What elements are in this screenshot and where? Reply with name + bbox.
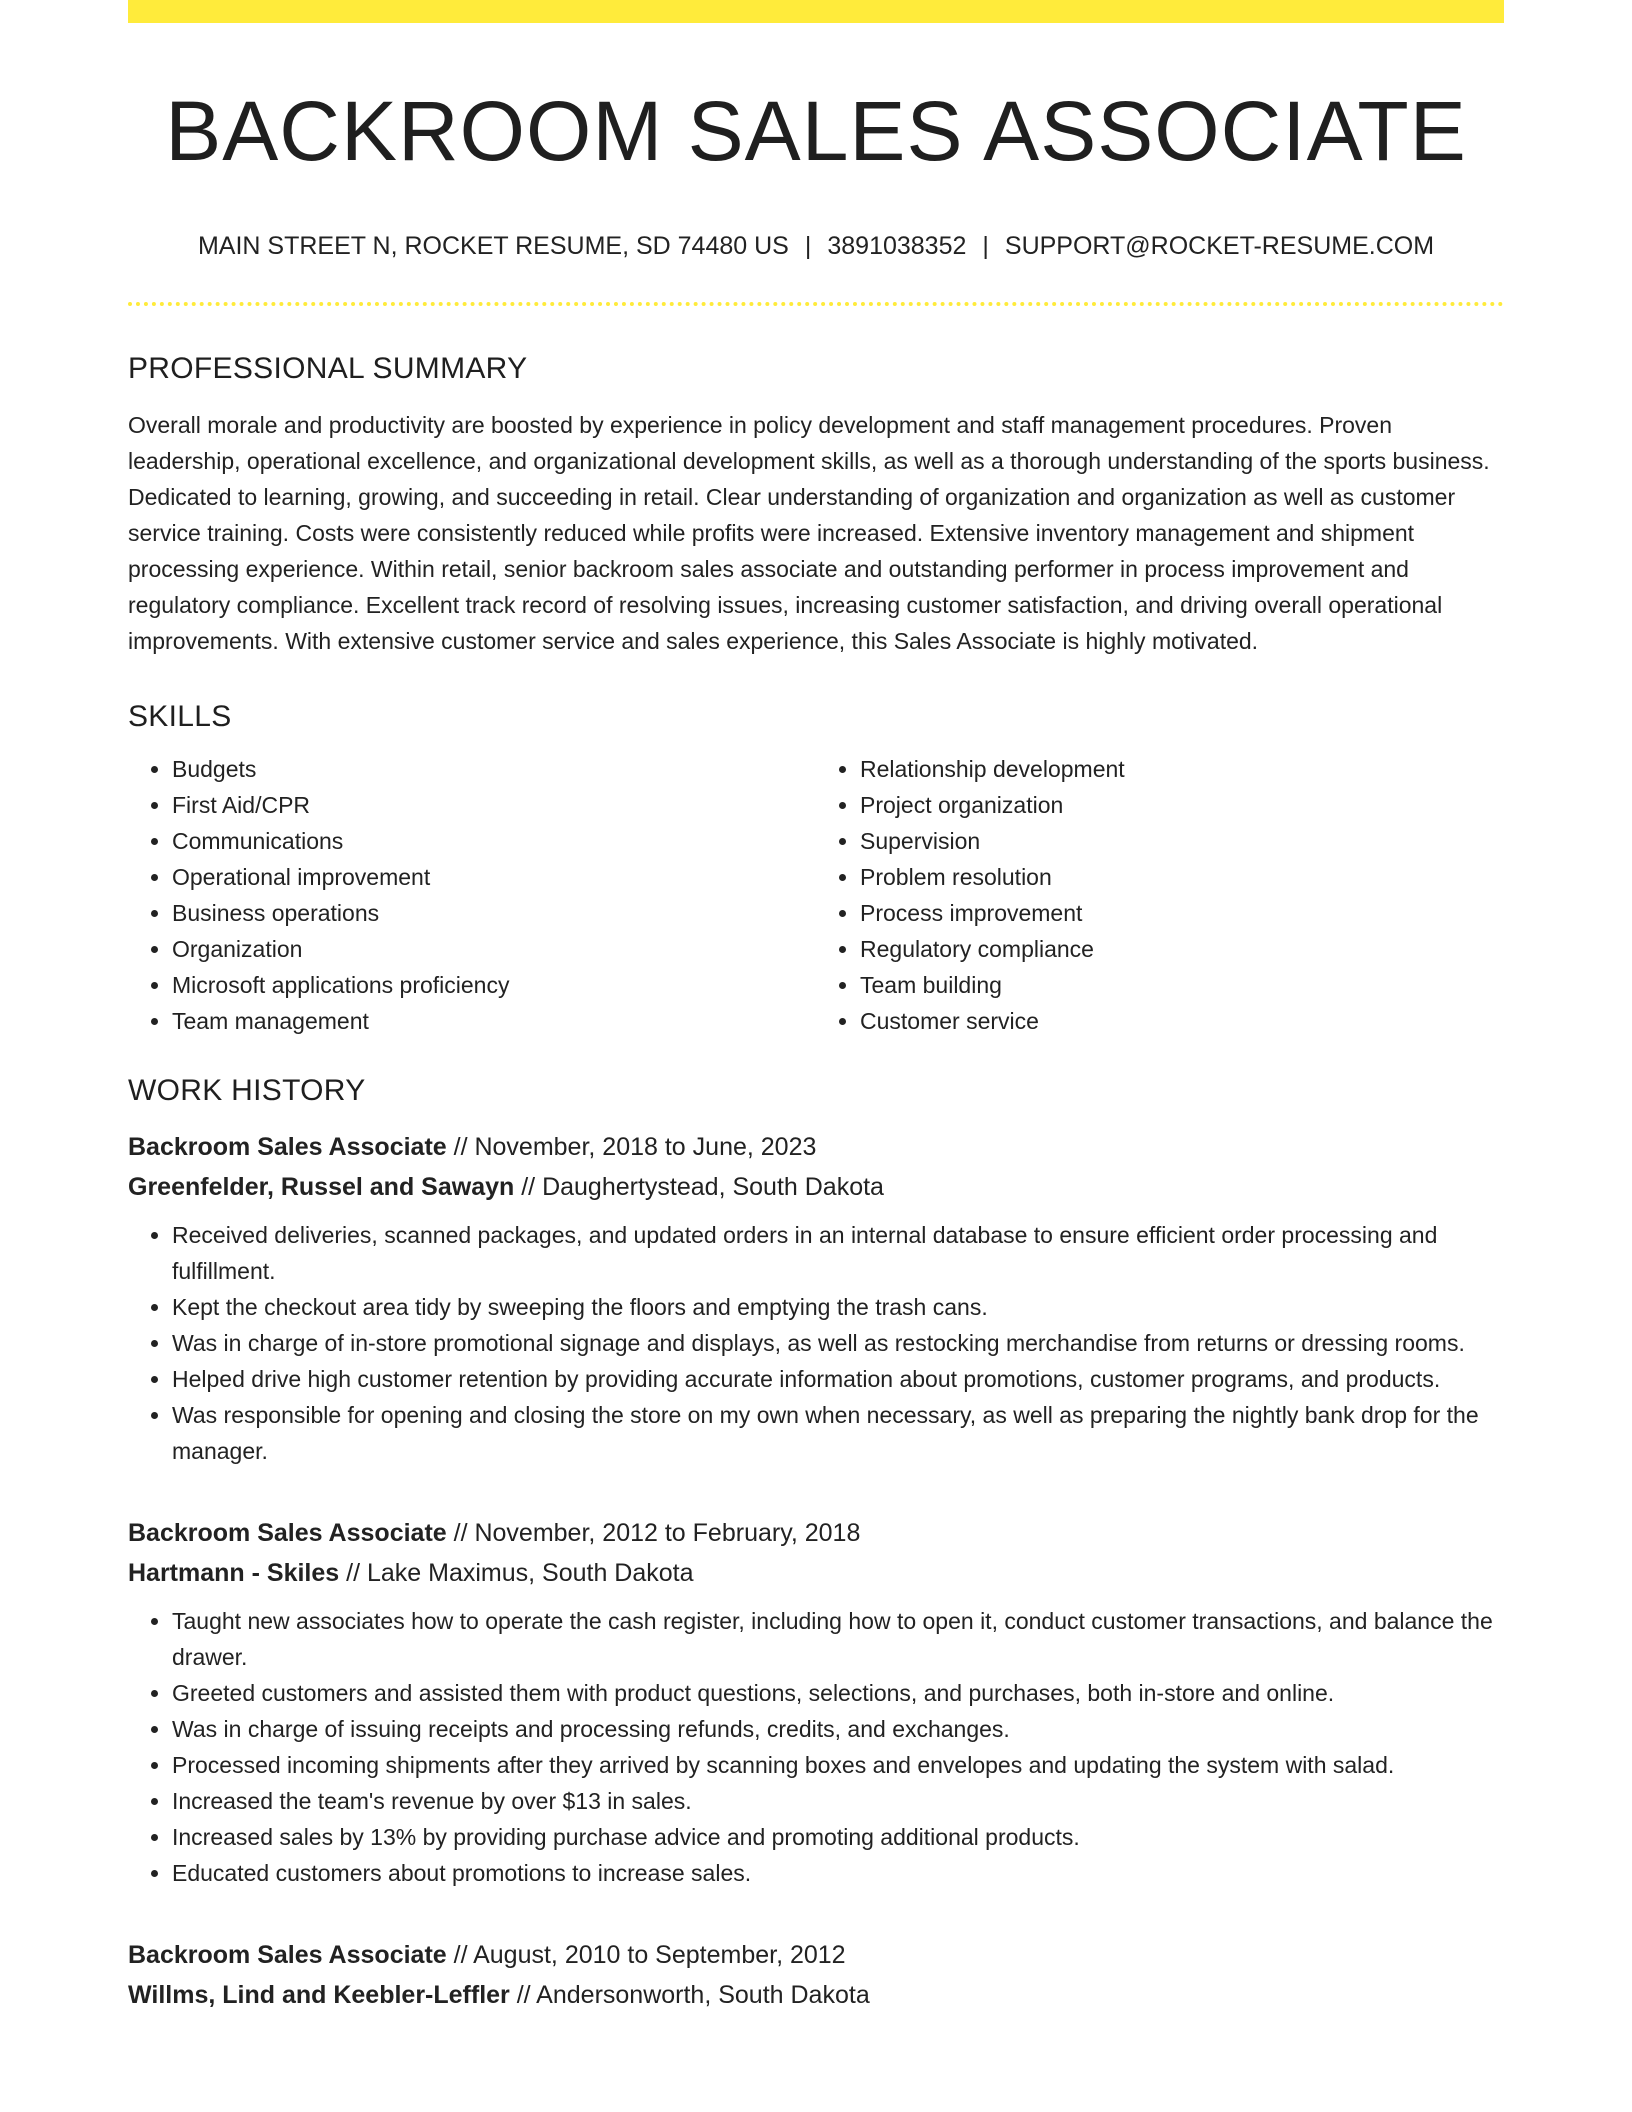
skills-column-right <box>816 751 1504 1039</box>
skill-item: • Operational improvement <box>172 859 816 895</box>
job-entry <box>128 1935 1504 2015</box>
job-title-line <box>128 1513 1504 1553</box>
job-title: Backroom Sales Associate <box>128 1519 447 1548</box>
job-bullet: • Received deliveries, scanned packages, and updated orders in an internal database to ensure efficient order processing and fulfillment. <box>172 1217 1504 1289</box>
work-history-section <box>128 1073 1504 2015</box>
skill-item: • Communications <box>172 823 816 859</box>
skill-item: • Supervision <box>860 823 1504 859</box>
job-dates: // November, 2018 to June, 2023 <box>446 1133 817 1162</box>
job-bullet: • Kept the checkout area tidy by sweeping the floors and emptying the trash cans. <box>172 1289 1504 1325</box>
job-bullet: • Processed incoming shipments after they arrived by scanning boxes and envelopes and updating the system with salad. <box>172 1747 1504 1783</box>
skills-heading: SKILLS <box>128 700 232 734</box>
skills-section <box>128 699 1504 1039</box>
job-title-line <box>128 1127 1504 1167</box>
job-bullet: • Helped drive high customer retention by providing accurate information about promotions, customer programs, and products. <box>172 1361 1504 1397</box>
skill-item: • Project organization <box>860 787 1504 823</box>
job-title: Backroom Sales Associate <box>128 1941 447 1970</box>
job-company-line <box>128 1167 1504 1207</box>
job-location: // Lake Maximus, South Dakota <box>339 1559 694 1588</box>
skill-item: • Relationship development <box>860 751 1504 787</box>
contact-separator: | <box>982 231 989 260</box>
job-bullet: • Taught new associates how to operate the cash register, including how to open it, conduct customer transactions, and balance the drawer. <box>172 1603 1504 1675</box>
job-bullet: • Was responsible for opening and closing the store on my own when necessary, as well as preparing the nightly bank drop for the manager. <box>172 1397 1504 1469</box>
resume-title: BACKROOM SALES ASSOCIATE <box>165 84 1467 178</box>
skill-item: • Microsoft applications proficiency <box>172 967 816 1003</box>
contact-phone: 3891038352 <box>827 231 967 260</box>
skill-item: • Regulatory compliance <box>860 931 1504 967</box>
job-bullet: • Was in charge of issuing receipts and processing refunds, credits, and exchanges. <box>172 1711 1504 1747</box>
job-title: Backroom Sales Associate <box>128 1133 447 1162</box>
skill-item: • Budgets <box>172 751 816 787</box>
job-bullet: • Increased sales by 13% by providing purchase advice and promoting additional products. <box>172 1819 1504 1855</box>
job-company-line <box>128 1975 1504 2015</box>
job-bullet: • Greeted customers and assisted them with product questions, selections, and purchases, both in-store and online. <box>172 1675 1504 1711</box>
accent-bar <box>128 0 1504 23</box>
job-dates: // August, 2010 to September, 2012 <box>446 1941 846 1970</box>
skill-item: • Customer service <box>860 1003 1504 1039</box>
job-company: Greenfelder, Russel and Sawayn <box>128 1173 515 1202</box>
work-history-heading: WORK HISTORY <box>128 1074 366 1108</box>
job-bullet: • Educated customers about promotions to increase sales. <box>172 1855 1504 1891</box>
skill-item: • Organization <box>172 931 816 967</box>
resume-page <box>128 0 1504 2015</box>
job-location: // Andersonworth, South Dakota <box>509 1981 870 2010</box>
skill-item: • Team building <box>860 967 1504 1003</box>
contact-line <box>128 230 1504 263</box>
job-entry <box>128 1513 1504 1891</box>
skill-item: • Team management <box>172 1003 816 1039</box>
skill-item: • Business operations <box>172 895 816 931</box>
skill-item: • Process improvement <box>860 895 1504 931</box>
job-company: Hartmann - Skiles <box>128 1559 340 1588</box>
summary-text: Overall morale and productivity are boosted by experience in policy development and staff management procedures. Proven leadership, operational excellence, and organizational development skills, as well as a thorough understanding of the sports business. Dedicated to learning, growing, and succeeding in retail. Clear understanding of organization and organization as well as customer service training. Costs were consistently reduced while profits were increased. Extensive inventory management and shipment processing experience. Within retail, senior backroom sales associate and outstanding performer in process improvement and regulatory compliance. Excellent track record of resolving issues, increasing customer satisfaction, and driving overall operational improvements. With extensive customer service and sales experience, this Sales Associate is highly motivated. <box>128 412 1490 655</box>
skill-item: • Problem resolution <box>860 859 1504 895</box>
job-bullet: • Was in charge of in-store promotional signage and displays, as well as restocking merchandise from returns or dressing rooms. <box>172 1325 1504 1361</box>
job-entry <box>128 1127 1504 1469</box>
contact-separator: | <box>804 231 812 260</box>
job-title-line <box>128 1935 1504 1975</box>
job-company-line <box>128 1553 1504 1593</box>
job-dates: // November, 2012 to February, 2018 <box>446 1519 861 1548</box>
skills-grid <box>128 751 1504 1039</box>
skill-item: • First Aid/CPR <box>172 787 816 823</box>
job-bullet: • Increased the team's revenue by over $13 in sales. <box>172 1783 1504 1819</box>
summary-section <box>128 351 1504 659</box>
contact-email: SUPPORT@ROCKET-RESUME.COM <box>1004 231 1435 260</box>
job-company: Willms, Lind and Keebler-Leffler <box>128 1981 510 2010</box>
job-location: // Daughertystead, South Dakota <box>514 1173 884 1202</box>
skills-column-left <box>128 751 816 1039</box>
summary-heading: PROFESSIONAL SUMMARY <box>128 352 528 386</box>
job-bullets <box>128 1603 1504 1891</box>
job-bullets <box>128 1217 1504 1469</box>
contact-address: MAIN STREET N, ROCKET RESUME, SD 74480 US <box>197 231 789 260</box>
header-divider <box>128 302 1504 306</box>
